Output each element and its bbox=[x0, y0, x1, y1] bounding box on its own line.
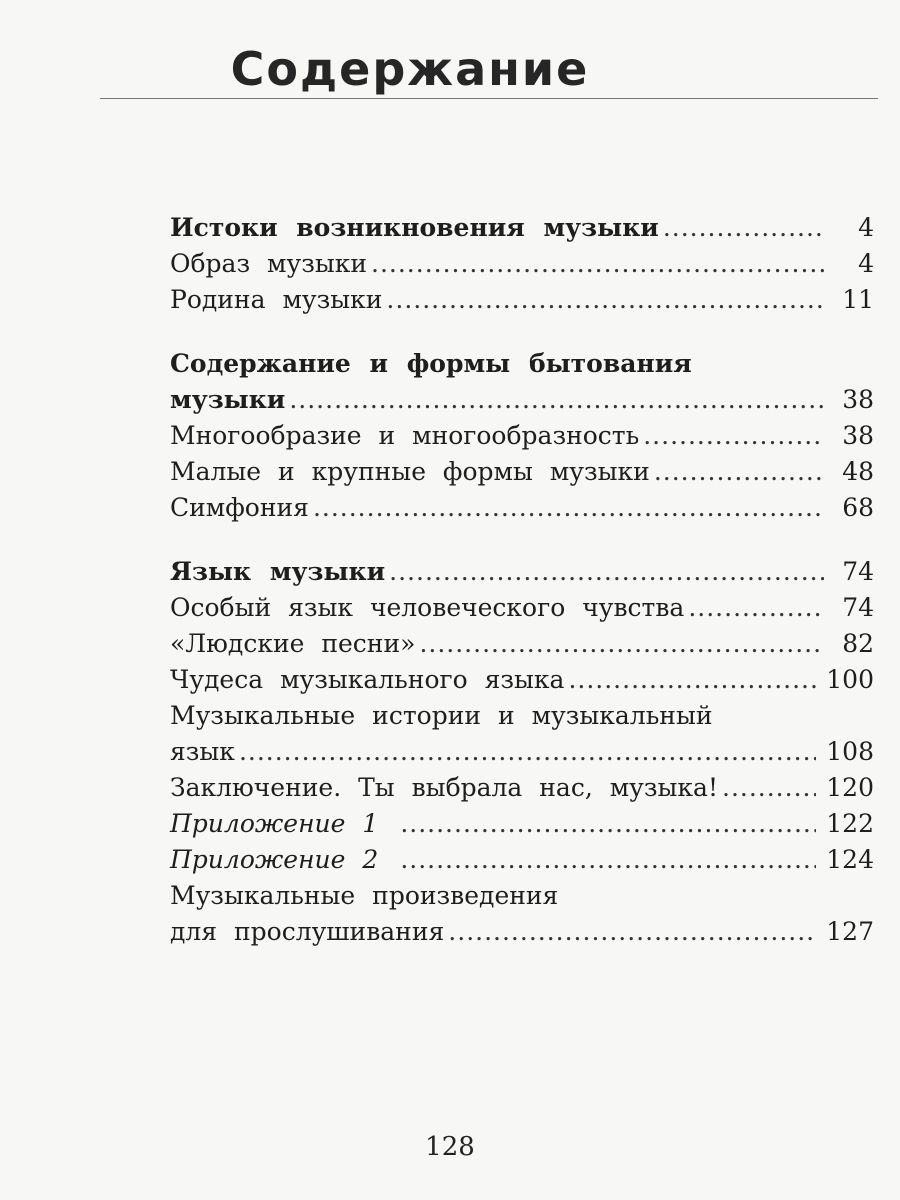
toc-page-number: 68 bbox=[842, 493, 874, 522]
toc-entry[interactable] bbox=[170, 770, 874, 806]
toc-entry[interactable] bbox=[170, 662, 874, 698]
toc-heading-label: Язык музыки bbox=[170, 557, 386, 586]
toc-page-number: 124 bbox=[826, 845, 874, 874]
toc-entry-label: «Людские песни» bbox=[170, 629, 416, 658]
toc-entry[interactable] bbox=[170, 590, 874, 626]
dot-leader bbox=[568, 662, 816, 698]
toc-entry[interactable] bbox=[170, 490, 874, 526]
toc-page-number: 127 bbox=[826, 917, 874, 946]
toc-heading[interactable] bbox=[170, 382, 874, 418]
dot-leader bbox=[389, 554, 824, 590]
toc-heading[interactable] bbox=[170, 554, 874, 590]
title-rule bbox=[100, 98, 878, 99]
toc-section-3 bbox=[170, 554, 874, 950]
toc-entry-label: Родина музыки bbox=[170, 285, 383, 314]
toc-entry[interactable] bbox=[170, 246, 874, 282]
toc-entry-label: Малые и крупные формы музыки bbox=[170, 457, 650, 486]
toc-entry-label: для прослушивания bbox=[170, 917, 445, 946]
toc-page-number: 38 bbox=[842, 385, 874, 414]
toc-page-number: 11 bbox=[842, 285, 874, 314]
toc-entry-line[interactable]: Музыкальные истории и музыкальный bbox=[170, 701, 713, 730]
toc-entry-label: Особый язык человеческого чувства bbox=[170, 593, 685, 622]
toc-entry-label: Симфония bbox=[170, 493, 309, 522]
toc-entry-appendix[interactable] bbox=[170, 806, 874, 842]
toc-page-number: 122 bbox=[826, 809, 874, 838]
toc-entry[interactable] bbox=[170, 734, 874, 770]
toc-page-number: 4 bbox=[858, 249, 874, 278]
toc-entry-label: язык bbox=[170, 737, 235, 766]
toc-entry[interactable] bbox=[170, 626, 874, 662]
page-number: 128 bbox=[425, 1132, 475, 1162]
toc-page-number: 48 bbox=[842, 457, 874, 486]
dot-leader bbox=[448, 914, 816, 950]
toc-heading[interactable] bbox=[170, 210, 874, 246]
toc-page-number: 4 bbox=[858, 213, 874, 242]
toc-entry-label: Приложение 1 bbox=[170, 809, 379, 838]
toc-entry[interactable] bbox=[170, 454, 874, 490]
page-title: Содержание bbox=[230, 42, 590, 96]
toc-page-number: 100 bbox=[826, 665, 874, 694]
table-of-contents bbox=[170, 210, 874, 978]
dot-leader bbox=[643, 418, 824, 454]
dot-leader bbox=[663, 210, 824, 246]
dot-leader bbox=[400, 806, 816, 842]
toc-entry-label: Образ музыки bbox=[170, 249, 368, 278]
dot-leader bbox=[722, 770, 816, 806]
toc-page-number: 74 bbox=[842, 593, 874, 622]
dot-leader bbox=[371, 246, 824, 282]
dot-leader bbox=[419, 626, 824, 662]
toc-entry-label: Приложение 2 bbox=[170, 845, 379, 874]
dot-leader bbox=[654, 454, 824, 490]
toc-entry-line[interactable]: Музыкальные произведения bbox=[170, 881, 559, 910]
toc-page-number: 74 bbox=[842, 557, 874, 586]
dot-leader bbox=[386, 282, 824, 318]
dot-leader bbox=[688, 590, 824, 626]
toc-heading-line[interactable]: Содержание и формы бытования bbox=[170, 349, 692, 378]
toc-page-number: 82 bbox=[842, 629, 874, 658]
toc-entry[interactable] bbox=[170, 282, 874, 318]
toc-entry-label: Заключение. Ты выбрала нас, музыка! bbox=[170, 773, 718, 802]
toc-entry[interactable] bbox=[170, 418, 874, 454]
dot-leader bbox=[313, 490, 824, 526]
toc-page-number: 38 bbox=[842, 421, 874, 450]
toc-section-1 bbox=[170, 210, 874, 318]
dot-leader bbox=[289, 382, 824, 418]
toc-entry-label: Чудеса музыкального языка bbox=[170, 665, 565, 694]
toc-entry[interactable] bbox=[170, 914, 874, 950]
toc-entry-label: Многообразие и многообразность bbox=[170, 421, 640, 450]
toc-page-number: 108 bbox=[826, 737, 874, 766]
toc-heading-label: музыки bbox=[170, 385, 286, 414]
dot-leader bbox=[400, 842, 816, 878]
toc-section-2 bbox=[170, 346, 874, 526]
toc-entry-appendix[interactable] bbox=[170, 842, 874, 878]
toc-page-number: 120 bbox=[826, 773, 874, 802]
dot-leader bbox=[239, 734, 816, 770]
toc-heading-label: Истоки возникновения музыки bbox=[170, 213, 659, 242]
